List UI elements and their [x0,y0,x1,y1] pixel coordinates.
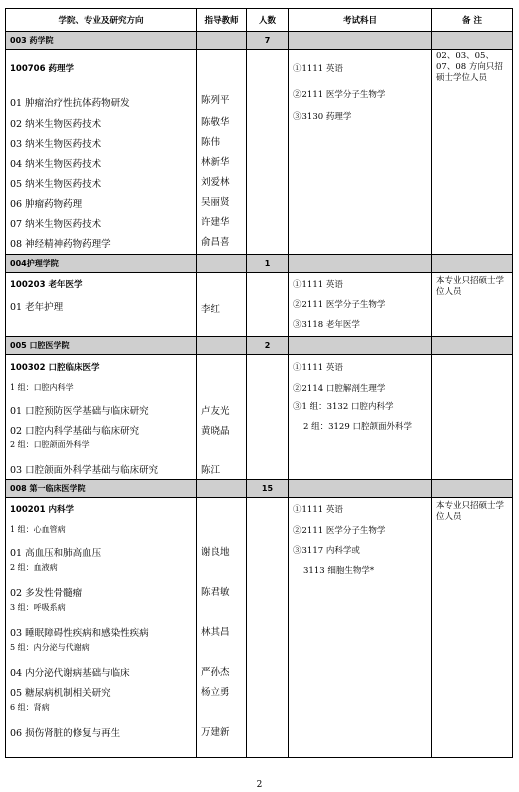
header-program: 学院、专业及研究方向 [6,9,197,32]
section-count: 1 [247,255,289,273]
section-count: 15 [247,480,289,498]
direction-item: 02 多发性骨髓瘤 [10,588,83,599]
direction-item: 03 睡眠障碍性疾病和感染性疾病 [10,628,149,639]
advisor-name: 杨立勇 [201,687,230,698]
section-name: 003 药学院 [6,32,197,50]
advisor-name: 严孙杰 [201,667,230,678]
direction-item: 05 纳米生物医药技术 [10,179,102,190]
group-label: 1 组：口腔内科学 [10,383,74,392]
direction-item: 06 损伤肾脏的修复与再生 [10,728,121,739]
section-row-stomatology [6,337,513,355]
header-advisor: 指导教师 [197,9,247,32]
group-label: 2 组：血液病 [10,563,58,572]
advisor-name: 林其昌 [201,627,230,638]
section-body-nursing [6,273,513,337]
advisor-name: 吴丽贤 [201,197,230,208]
direction-item: 01 老年护理 [10,302,64,313]
direction-item: 05 糖尿病机制相关研究 [10,688,111,699]
major-name: 100203 老年医学 [10,280,83,290]
section-row-first-clinical [6,480,513,498]
exam-subject: ②2111 医学分子生物学 [293,300,386,310]
section-row-pharmacy [6,32,513,50]
advisor-name: 林新华 [201,157,230,168]
direction-item: 07 纳米生物医药技术 [10,219,102,230]
exam-subject: ②2111 医学分子生物学 [293,90,386,100]
section-row-nursing [6,255,513,273]
section-body-pharmacy [6,50,513,255]
advisor-name: 陈君敏 [201,587,230,598]
advisor-name: 黄晓晶 [201,426,230,437]
section-name: 008 第一临床医学院 [6,480,197,498]
exam-subject: ①1111 英语 [293,280,343,290]
page-number: 2 [256,780,263,790]
direction-item: 08 神经精神药物药理学 [10,239,111,250]
direction-item: 03 纳米生物医药技术 [10,139,102,150]
section-name: 005 口腔医学院 [6,337,197,355]
group-label: 6 组：肾病 [10,703,50,712]
direction-item: 01 口腔预防医学基础与临床研究 [10,406,149,417]
group-label: 3 组：呼吸系病 [10,603,66,612]
major-name: 100201 内科学 [10,505,74,515]
advisor-name: 陈伟 [201,137,221,148]
advisor-name: 李红 [201,304,221,315]
direction-item: 02 口腔内科学基础与临床研究 [10,426,140,437]
exam-subject: ③1 组：3132 口腔内科学 [293,402,394,412]
section-body-stomatology [6,355,513,480]
remark-text: 02、03、05、07、08 方向只招硕士学位人员 [436,51,503,83]
exam-subject: ③3118 老年医学 [293,320,360,330]
direction-item: 01 高血压和肺高血压 [10,548,102,559]
section-name: 004护理学院 [6,255,197,273]
direction-item: 04 纳米生物医药技术 [10,159,102,170]
table-header [6,9,513,32]
advisor-name: 刘爱林 [201,177,230,188]
group-label: 5 组：内分泌与代谢病 [10,643,90,652]
exam-subject: 3113 细胞生物学* [303,566,375,576]
exam-subject: 2 组：3129 口腔颌面外科学 [303,422,412,432]
direction-item: 03 口腔颌面外科学基础与临床研究 [10,465,159,476]
direction-item: 06 肿瘤药物药理 [10,199,83,210]
section-count: 7 [247,32,289,50]
exam-subject: ①1111 英语 [293,64,343,74]
advisor-name: 许建华 [201,217,230,228]
header-exams: 考试科目 [289,9,432,32]
exam-subject: ②2111 医学分子生物学 [293,526,386,536]
exam-subject: ③3130 药理学 [293,112,352,122]
program-table [5,8,513,758]
advisor-name: 卢友光 [201,406,230,417]
header-remarks: 备 注 [432,9,513,32]
advisor-name: 谢良地 [201,547,230,558]
exam-subject: ②2114 口腔解剖生理学 [293,384,386,394]
exam-subject: ③3117 内科学或 [293,546,360,556]
advisor-name: 陈江 [201,465,221,476]
remark-text: 本专业只招硕士学位人员 [436,276,505,297]
header-count: 人数 [247,9,289,32]
direction-item: 02 纳米生物医药技术 [10,119,102,130]
section-count: 2 [247,337,289,355]
remark-text: 本专业只招硕士学位人员 [436,501,505,522]
advisor-name: 俞昌喜 [201,237,230,248]
exam-subject: ①1111 英语 [293,505,343,515]
major-name: 100302 口腔临床医学 [10,363,100,373]
group-label: 2 组：口腔颌面外科学 [10,440,90,449]
group-label: 1 组：心血管病 [10,525,66,534]
exam-subject: ①1111 英语 [293,363,343,373]
advisor-name: 万建新 [201,727,230,738]
section-body-first-clinical [6,498,513,758]
advisor-name: 陈列平 [201,95,230,106]
major-name: 100706 药理学 [10,64,74,74]
direction-item: 01 肿瘤治疗性抗体药物研发 [10,98,130,109]
direction-item: 04 内分泌代谢病基础与临床 [10,668,130,679]
advisor-name: 陈敬华 [201,117,230,128]
